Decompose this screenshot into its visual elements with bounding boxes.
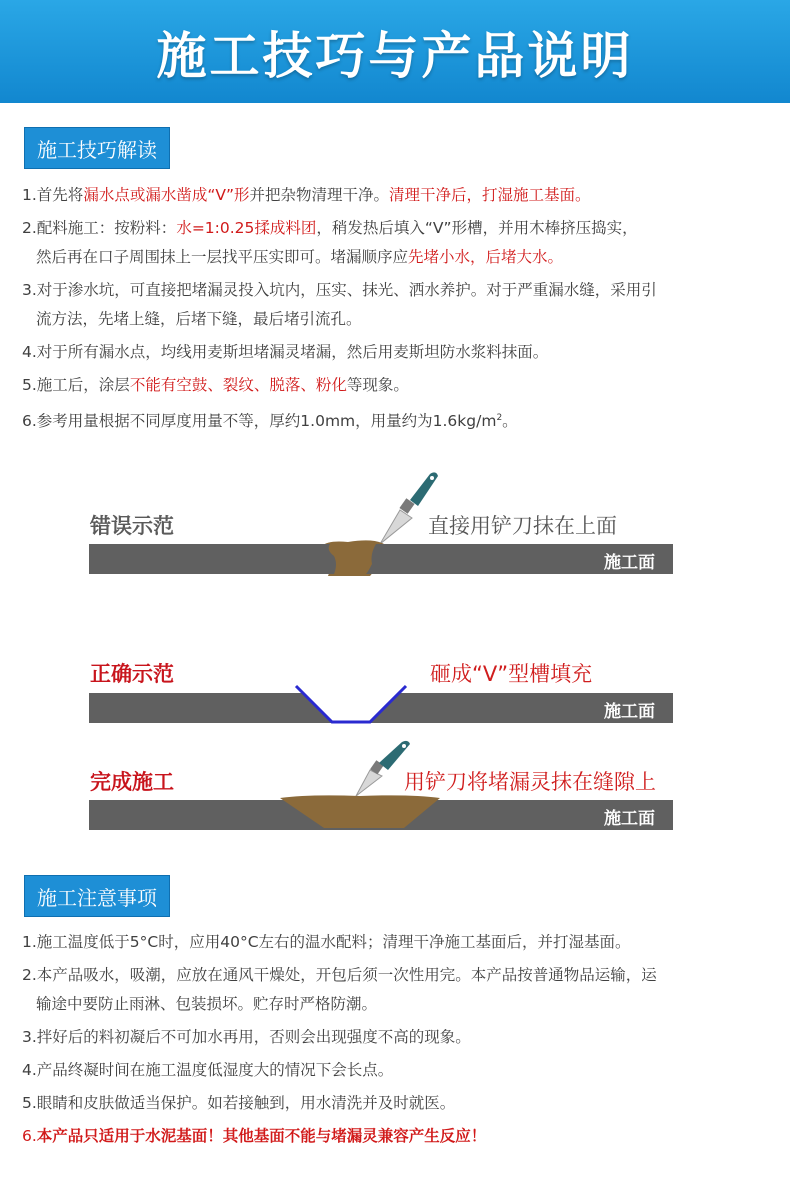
tip-text: 对于所有漏水点，均线用麦斯坦堵漏灵堵漏，然后用麦斯坦防水浆料抹面。 <box>36 343 549 361</box>
item-number: 3. <box>22 1028 37 1046</box>
v-groove-icon <box>296 686 406 728</box>
item-number: 2. <box>22 219 37 237</box>
item-number: 5. <box>22 376 37 394</box>
note-item-6 <box>22 1122 774 1151</box>
surface-label: 施工面 <box>604 553 655 573</box>
tip-text: 然后再在口子周围抹上一层找平压实即可。堵漏顺序应 <box>36 248 409 266</box>
mortar-overlay <box>318 536 388 576</box>
construction-diagram <box>0 460 790 860</box>
done-example-label: 完成施工 <box>90 770 174 794</box>
tip-item-4 <box>22 338 774 367</box>
tip-text: ，稍发热后填入“V”形槽，并用木棒挤压捣实， <box>316 219 638 237</box>
item-number: 2. <box>22 966 37 984</box>
putty-knife-icon <box>350 740 420 800</box>
note-item-1 <box>22 928 774 957</box>
superscript: 2 <box>496 413 503 423</box>
tip-highlight: 清理干净后，打湿施工基面。 <box>389 186 591 204</box>
tip-text: 配料施工：按粉料： <box>36 219 177 237</box>
right-example-caption: 砸成“V”型槽填充 <box>430 662 593 686</box>
wrong-example-caption: 直接用铲刀抹在上面 <box>428 514 617 538</box>
item-number: 1. <box>22 186 37 204</box>
item-number: 3. <box>22 281 37 299</box>
note-warning: 本产品只适用于水泥基面！其他基面不能与堵漏灵兼容产生反应！ <box>36 1127 487 1145</box>
note-item-5 <box>22 1089 774 1118</box>
done-example-caption: 用铲刀将堵漏灵抹在缝隙上 <box>404 770 656 794</box>
item-number: 4. <box>22 1061 37 1079</box>
note-text: 输途中要防止雨淋、包装损坏。贮存时严格防潮。 <box>36 995 378 1013</box>
tip-text: 对于渗水坑，可直接把堵漏灵投入坑内，压实、抹光、洒水养护。对于严重漏水缝，采用引 <box>36 281 657 299</box>
note-text: 眼睛和皮肤做适当保护。如若接触到，用水清洗并及时就医。 <box>36 1094 456 1112</box>
surface-label: 施工面 <box>604 809 655 829</box>
tip-text: 。 <box>502 412 518 431</box>
item-number: 6. <box>22 1127 37 1145</box>
wrong-example-label: 错误示范 <box>90 514 174 538</box>
note-text: 拌好后的料初凝后不可加水再用，否则会出现强度不高的现象。 <box>36 1028 471 1046</box>
notes-list <box>22 928 774 1151</box>
mortar-filled-groove <box>280 794 440 830</box>
note-text: 产品终凝时间在施工温度低湿度大的情况下会长点。 <box>36 1061 394 1079</box>
tip-highlight: 漏水点或漏水凿成“V”形 <box>83 186 250 204</box>
tip-text: 施工后，涂层 <box>36 376 130 394</box>
item-number: 1. <box>22 933 37 951</box>
section-title-tips: 施工技巧解读 <box>24 127 170 169</box>
item-number: 6. <box>22 412 37 431</box>
tip-item-3 <box>22 276 774 334</box>
tip-item-2 <box>22 214 774 272</box>
note-text: 施工温度低于5°C时，应用40°C左右的温水配料；清理干净施工基面后，并打湿基面。 <box>36 933 631 951</box>
tip-highlight: 不能有空鼓、裂纹、脱落、粉化 <box>129 376 347 394</box>
header-banner <box>0 0 790 103</box>
note-item-4 <box>22 1056 774 1085</box>
tip-text: 流方法，先堵上缝，后堵下缝，最后堵引流孔。 <box>36 310 362 328</box>
tip-text: 等现象。 <box>346 376 409 394</box>
item-number: 4. <box>22 343 37 361</box>
tip-item-6 <box>22 404 774 436</box>
tip-item-1 <box>22 181 774 210</box>
tip-item-5 <box>22 371 774 400</box>
tip-text: 参考用量根据不同厚度用量不等，厚约1.0mm，用量约为1.6kg/m <box>36 412 497 431</box>
tip-text: 并把杂物清理干净。 <box>249 186 389 204</box>
note-text: 本产品吸水，吸潮，应放在通风干燥处，开包后须一次性用完。本产品按普通物品运输，运 <box>36 966 657 984</box>
surface-label: 施工面 <box>604 702 655 722</box>
tip-highlight: 水=1:0.25揉成料团 <box>176 219 317 237</box>
section-title-notes: 施工注意事项 <box>24 875 170 917</box>
tip-highlight: 先堵小水，后堵大水。 <box>408 248 564 266</box>
note-item-3 <box>22 1023 774 1052</box>
page-title: 施工技巧与产品说明 <box>156 26 634 85</box>
tips-list <box>22 181 774 436</box>
tip-text: 首先将 <box>36 186 84 204</box>
item-number: 5. <box>22 1094 37 1112</box>
note-item-2 <box>22 961 774 1019</box>
right-example-label: 正确示范 <box>90 662 174 686</box>
